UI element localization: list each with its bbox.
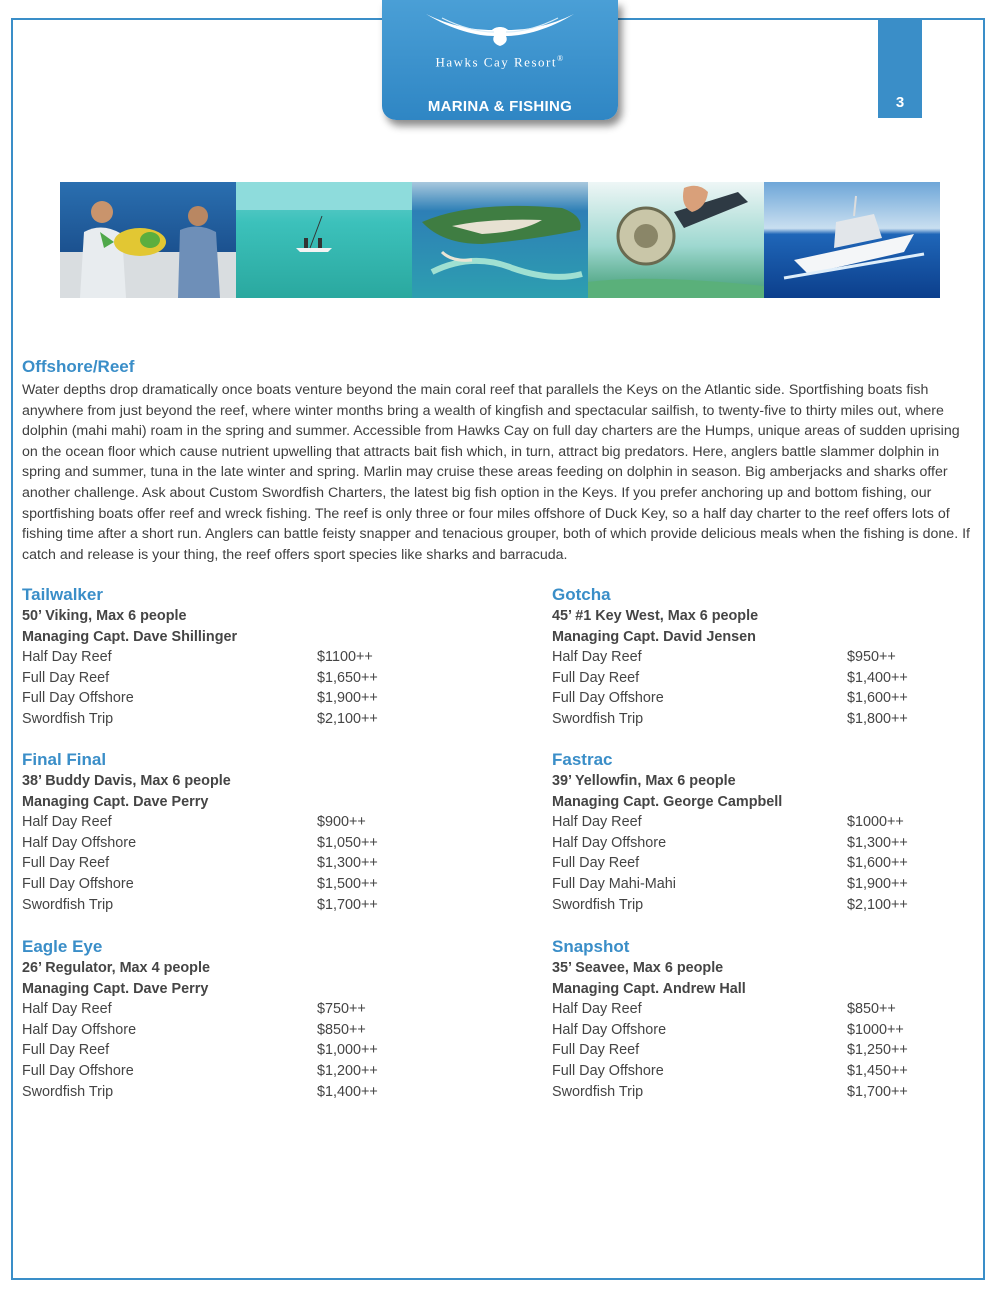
trip-name: Half Day Offshore	[22, 1021, 137, 1038]
trip-row	[552, 709, 942, 730]
trip-name: Half Day Offshore	[552, 1021, 667, 1038]
header-tab	[382, 0, 618, 120]
trip-price: $850++	[317, 1021, 366, 1038]
trip-name: Swordfish Trip	[552, 710, 644, 727]
trip-price: $2,100++	[317, 710, 378, 727]
trip-name: Full Day Reef	[552, 1042, 640, 1059]
trip-row	[22, 1040, 412, 1061]
hawk-logo-icon	[422, 10, 578, 50]
boat-captain: Managing Capt. Dave Shillinger	[22, 628, 238, 645]
boat-gotcha	[552, 584, 942, 730]
trip-name: Half Day Reef	[22, 649, 112, 666]
boat-name: Snapshot	[552, 937, 630, 956]
trip-name: Swordfish Trip	[22, 1083, 114, 1100]
trip-row	[22, 874, 412, 895]
trip-price: $1,050++	[317, 834, 378, 851]
trip-price: $1,000++	[317, 1042, 378, 1059]
sportfishing-boat-photo	[764, 182, 940, 298]
trip-row	[22, 812, 412, 833]
trip-price: $850++	[847, 1001, 896, 1018]
trip-name: Full Day Mahi-Mahi	[552, 875, 676, 892]
trip-price: $1,700++	[847, 1083, 908, 1100]
trip-row	[22, 1020, 412, 1041]
trip-row	[552, 668, 942, 689]
boat-captain: Managing Capt. David Jensen	[552, 628, 756, 645]
trip-price: $1000++	[847, 814, 904, 831]
trip-price: $1,650++	[317, 669, 378, 686]
boat-name: Tailwalker	[22, 585, 103, 604]
trip-name: Half Day Reef	[552, 814, 642, 831]
boat-name: Final Final	[22, 750, 107, 769]
trip-price: $1,700++	[317, 896, 378, 913]
trip-row	[22, 853, 412, 874]
trip-price: $1,300++	[847, 834, 908, 851]
trip-row	[22, 688, 412, 709]
trip-row	[552, 1061, 942, 1082]
trip-row	[22, 1061, 412, 1082]
boat-spec: 35’ Seavee, Max 6 people	[552, 960, 724, 976]
fly-reel-photo	[588, 182, 764, 298]
trip-name: Full Day Reef	[552, 669, 640, 686]
trip-row	[552, 853, 942, 874]
trip-row	[22, 647, 412, 668]
trip-name: Full Day Offshore	[22, 1062, 134, 1079]
intro-title: Offshore/Reef	[22, 357, 135, 376]
photo-strip	[60, 182, 940, 298]
trip-price: $1,600++	[847, 690, 908, 707]
section-title: MARINA & FISHING	[427, 98, 573, 115]
trip-row	[552, 1082, 942, 1103]
boat-spec: 39’ Yellowfin, Max 6 people	[552, 773, 736, 789]
trip-price: $1,600++	[847, 855, 908, 872]
trip-row	[552, 688, 942, 709]
page-number-tab	[878, 20, 922, 118]
boat-final-final	[22, 749, 412, 915]
trip-name: Full Day Offshore	[552, 1062, 664, 1079]
trip-row	[22, 999, 412, 1020]
resort-aerial-photo	[412, 182, 588, 298]
boat-spec: 45’ #1 Key West, Max 6 people	[552, 608, 759, 624]
boat-fastrac	[552, 749, 942, 915]
trip-price: $1000++	[847, 1021, 904, 1038]
trip-price: $900++	[317, 814, 366, 831]
trip-row	[22, 833, 412, 854]
trip-name: Half Day Offshore	[552, 834, 667, 851]
trip-name: Full Day Offshore	[22, 690, 134, 707]
resort-name: Hawks Cay Resort®	[435, 54, 565, 70]
trip-price: $1,400++	[317, 1083, 378, 1100]
boat-name: Gotcha	[552, 585, 611, 604]
trip-row	[552, 812, 942, 833]
trip-name: Full Day Reef	[552, 855, 640, 872]
trip-price: $1,300++	[317, 855, 378, 872]
trip-name: Full Day Reef	[22, 855, 110, 872]
trip-name: Full Day Offshore	[22, 875, 134, 892]
trip-row	[22, 709, 412, 730]
trip-row	[552, 895, 942, 916]
boat-spec: 38’ Buddy Davis, Max 6 people	[22, 773, 231, 789]
boat-captain: Managing Capt. Dave Perry	[22, 793, 209, 810]
trip-name: Full Day Reef	[22, 1042, 110, 1059]
trip-price: $1,900++	[317, 690, 378, 707]
boat-eagle-eye	[22, 936, 412, 1102]
boat-captain: Managing Capt. Andrew Hall	[552, 980, 746, 997]
trip-row	[552, 874, 942, 895]
trip-row	[552, 999, 942, 1020]
trip-name: Swordfish Trip	[22, 710, 114, 727]
angler-with-mahi-photo	[60, 182, 236, 298]
boat-snapshot	[552, 936, 942, 1102]
trip-row	[552, 647, 942, 668]
flats-skiff-photo	[236, 182, 412, 298]
trip-name: Half Day Reef	[22, 814, 112, 831]
trip-name: Half Day Reef	[552, 1001, 642, 1018]
trip-name: Swordfish Trip	[552, 1083, 644, 1100]
boat-tailwalker	[22, 584, 412, 730]
page-number: 3	[895, 94, 905, 111]
boat-captain: Managing Capt. George Campbell	[552, 793, 783, 810]
trip-row	[552, 833, 942, 854]
boat-captain: Managing Capt. Dave Perry	[22, 980, 209, 997]
trip-row	[552, 1020, 942, 1041]
boat-name: Fastrac	[552, 750, 613, 769]
trip-price: $950++	[847, 649, 896, 666]
trip-price: $1,250++	[847, 1042, 908, 1059]
trip-price: $1,400++	[847, 669, 908, 686]
trip-price: $1,900++	[847, 875, 908, 892]
trip-price: $1,800++	[847, 710, 908, 727]
trip-name: Half Day Offshore	[22, 834, 137, 851]
boat-spec: 26’ Regulator, Max 4 people	[22, 960, 210, 976]
trip-name: Half Day Reef	[552, 649, 642, 666]
trip-name: Full Day Reef	[22, 669, 110, 686]
trip-price: $1,450++	[847, 1062, 908, 1079]
trip-row	[552, 1040, 942, 1061]
trip-price: $1100++	[317, 649, 373, 666]
trip-row	[22, 1082, 412, 1103]
trip-price: $1,500++	[317, 875, 378, 892]
trip-name: Half Day Reef	[22, 1001, 112, 1018]
trip-price: $2,100++	[847, 896, 908, 913]
boat-spec: 50’ Viking, Max 6 people	[22, 608, 187, 624]
intro-paragraph: Water depths drop dramatically once boats venture beyond the main coral reef that parallels the Keys on the Atlantic side. Sportfishing boats fish anywhere from just beyond the reef, where winter months bring a wealth of kingfish and spectacular sailfish, to twenty-five to thirty miles out, where dolphin (mahi mahi) roam in the spring and summer. Accessible from Hawks Cay on full day charters are the Humps, unique areas of sudden uprising on the ocean floor which cause nutrient upwelling that attracts bait fish which, in turn, attract big predators. Here, anglers battle slammer dolphin in spring and summer, tuna in the late winter and spring. Marlin may cruise these areas feeding on dolphin in season. Big amberjacks and sharks offer another challenge. Ask about Custom Swordfish Charters, the latest big fish option in the Keys. If you prefer anchoring up and bottom fishing, our sportfishing boats offer reef and wreck fishing. The reef is only three or four miles offshore of Duck Key, so a half day charter to the reef offers lots of fishing time after a short run. Anglers can battle feisty snapper and tenacious grouper, both of which provide delicious meals when the fishing is done. If catch and release is your thing, the reef offers sport species like sharks and barracuda.	[22, 382, 970, 563]
trip-row	[22, 668, 412, 689]
trip-name: Full Day Offshore	[552, 690, 664, 707]
trip-price: $750++	[317, 1001, 366, 1018]
trip-name: Swordfish Trip	[22, 896, 114, 913]
trip-row	[22, 895, 412, 916]
trip-price: $1,200++	[317, 1062, 378, 1079]
boat-name: Eagle Eye	[22, 937, 103, 956]
trip-name: Swordfish Trip	[552, 896, 644, 913]
